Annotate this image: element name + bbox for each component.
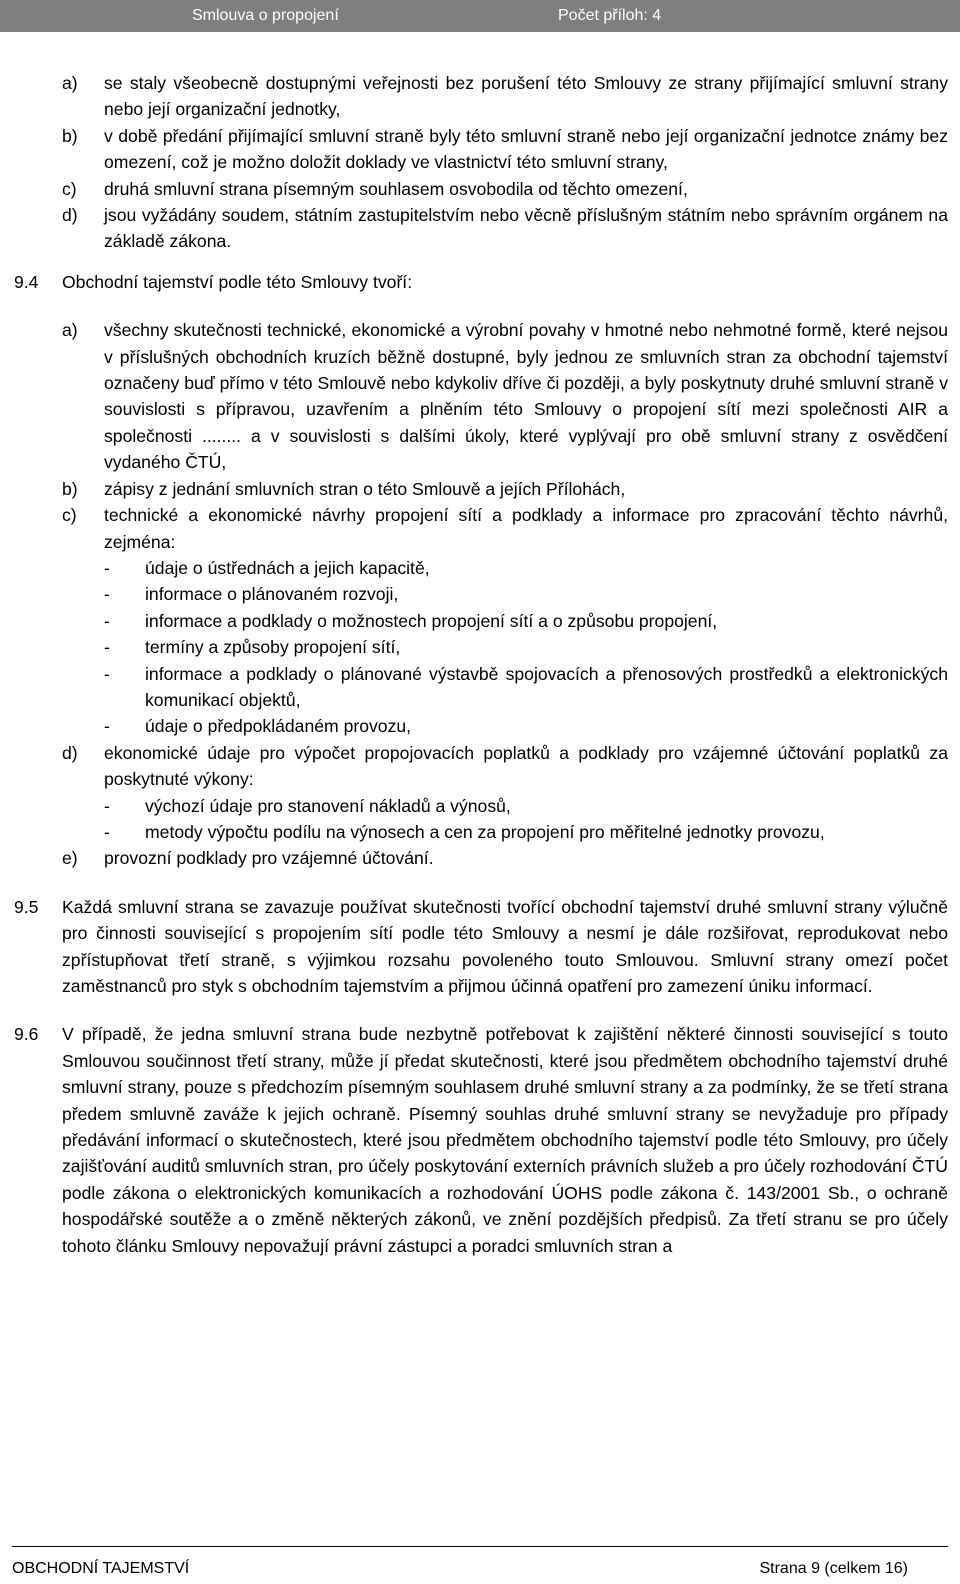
dash-marker: - bbox=[104, 610, 110, 631]
list-item bbox=[0, 845, 960, 871]
list-marker: c) bbox=[62, 178, 77, 199]
list-item bbox=[0, 740, 960, 793]
sublist-item bbox=[0, 555, 960, 581]
list-marker: b) bbox=[62, 478, 78, 499]
sublist-item-text: výchozí údaje pro stanovení nákladů a výnosů, bbox=[145, 795, 511, 816]
sublist-item bbox=[0, 661, 960, 714]
sublist-item bbox=[0, 793, 960, 819]
section-number: 9.6 bbox=[14, 1024, 39, 1045]
list-item-text: se staly všeobecně dostupnými veřejnosti bez porušení této Smlouvy ze strany přijímající smluvní strany nebo její organizační jednotky, bbox=[104, 73, 948, 120]
page-footer bbox=[0, 1546, 960, 1576]
list-item-text: v době předání přijímající smluvní straně byly této smluvní straně nebo její organizační jednotce známy bez omezení, což je možno doložit doklady ve vlastnictví této smluvní strany, bbox=[104, 125, 948, 173]
document-body bbox=[0, 70, 960, 1259]
list-item bbox=[0, 317, 960, 475]
list-item bbox=[0, 202, 960, 255]
dash-marker: - bbox=[104, 637, 110, 658]
list-item-text: všechny skutečnosti technické, ekonomické a výrobní povahy v hmotné nebo nehmotné formě, které nejsou v příslušných obchodních kruzích běžně dostupné, byly jednou ze smluvních stran za obchodní tajemství označeny buď přímo v této Smlouvě nebo kdykoliv dříve či později, a byly poskytnuty druhé smluvní straně v souvislosti s přípravou, uzavřením a plněním této Smlouvy o propojení sítí mezi společnosti AIR a společnosti ........ a v souvislosti s dalšími úkoly, které vyplývají pro obě smluvní strany z osvědčení vydaného ČTÚ, bbox=[104, 320, 948, 473]
sublist-item-text: informace a podklady o možnostech propojení sítí a o způsobu propojení, bbox=[145, 610, 718, 631]
sublist-item-text: metody výpočtu podílu na výnosech a cen za propojení pro měřitelné jednotky provozu, bbox=[145, 821, 825, 842]
section-number: 9.4 bbox=[14, 271, 39, 292]
list-item-text: technické a ekonomické návrhy propojení sítí a podklady a informace pro zpracování těchto návrhů, zejména: bbox=[104, 505, 948, 552]
list-item bbox=[0, 476, 960, 502]
list-item-text: provozní podklady pro vzájemné účtování. bbox=[104, 848, 434, 869]
list-marker: d) bbox=[62, 205, 78, 226]
section-9-4 bbox=[0, 269, 960, 295]
section-intro: Obchodní tajemství podle této Smlouvy tvoří: bbox=[62, 271, 413, 292]
sublist-item bbox=[0, 608, 960, 634]
list-item-text: jsou vyžádány soudem, státním zastupitelstvím nebo věcně příslušným státním nebo správním orgánem na základě zákona. bbox=[104, 205, 948, 252]
sublist-item bbox=[0, 713, 960, 739]
confidentiality-label: OBCHODNÍ TAJEMSTVÍ bbox=[12, 1560, 190, 1577]
dash-marker: - bbox=[104, 557, 110, 578]
dash-marker: - bbox=[104, 663, 110, 684]
sublist-d bbox=[0, 793, 960, 846]
page-number: Strana 9 (celkem 16) bbox=[759, 1560, 908, 1577]
sublist-item-text: termíny a způsoby propojení sítí, bbox=[145, 637, 401, 658]
list-item bbox=[0, 70, 960, 123]
list-item bbox=[0, 123, 960, 176]
section-text: V případě, že jedna smluvní strana bude nezbytně potřebovat k zajištění některé činnosti související s touto Smlouvou součinnost třetí strany, může jí předat skutečnosti, které jsou předmětem obchodního tajemství druhé smluvní strany, pouze s předchozím písemným souhlasem druhé smluvní strany a za podmínky, že se třetí strana předem smluvně zaváže k jejich ochraně. Písemný souhlas druhé smluvní strany se nevyžaduje pro případy předávání informací o skutečnostech, které jsou předmětem obchodního tajemství podle této Smlouvy, pro účely zajišťování auditů smluvních stran, pro účely poskytování externích právních služeb a pro účely rozhodování ČTÚ podle zákona o elektronických komunikacích a rozhodování ÚOHS podle zákona č. 143/2001 Sb., o ochraně hospodářské soutěže a o změně některých zákonů, ve znění pozdějších předpisů. Za třetí stranu se pro účely tohoto článku Smlouvy nepovažují právní zástupci a poradci smluvních stran a bbox=[62, 1024, 948, 1256]
sublist-item-text: údaje o ústřednách a jejich kapacitě, bbox=[145, 557, 430, 578]
section-9-4-list bbox=[0, 317, 960, 872]
section-9-6 bbox=[0, 1021, 960, 1259]
list-marker: d) bbox=[62, 742, 78, 763]
section-text: Každá smluvní strana se zavazuje používat skutečnosti tvořící obchodní tajemství druhé smluvní strany výlučně pro činnosti související s propojením sítí podle této Smlouvy a nesmí je dále rozšiřovat, reprodukovat nebo zpřístupňovat třetí straně, s výjimkou rozsahu povoleného touto Smlouvou. Smluvní strany omezí počet zaměstnanců pro styk s obchodním tajemstvím a přijmou účinná opatření pro zamezení úniku informací. bbox=[62, 896, 948, 996]
section-number: 9.5 bbox=[14, 896, 39, 917]
dash-marker: - bbox=[104, 795, 110, 816]
list-marker: e) bbox=[62, 848, 78, 869]
dash-marker: - bbox=[104, 584, 110, 605]
list-marker: b) bbox=[62, 125, 78, 146]
list-item-text: ekonomické údaje pro výpočet propojovacích poplatků a podklady pro vzájemné účtování poplatků za poskytnuté výkony: bbox=[104, 742, 948, 790]
sublist-item-text: informace o plánovaném rozvoji, bbox=[145, 584, 399, 605]
sublist-c bbox=[0, 555, 960, 740]
list-item bbox=[0, 176, 960, 202]
list-marker: a) bbox=[62, 73, 78, 93]
sublist-item bbox=[0, 581, 960, 607]
dash-marker: - bbox=[104, 821, 110, 842]
continued-list bbox=[0, 70, 960, 255]
section-9-5 bbox=[0, 894, 960, 1000]
list-item-text: zápisy z jednání smluvních stran o této Smlouvě a jejích Přílohách, bbox=[104, 478, 626, 499]
sublist-item bbox=[0, 634, 960, 660]
attachment-count: Počet příloh: 4 bbox=[558, 7, 662, 24]
dash-marker: - bbox=[104, 716, 110, 737]
footer-rule bbox=[12, 1546, 948, 1547]
page-header bbox=[0, 0, 960, 32]
list-item-text: druhá smluvní strana písemným souhlasem osvobodila od těchto omezení, bbox=[104, 178, 688, 199]
sublist-item-text: údaje o předpokládaném provozu, bbox=[145, 716, 412, 737]
sublist-item bbox=[0, 819, 960, 845]
list-marker: c) bbox=[62, 505, 77, 526]
sublist-item-text: informace a podklady o plánované výstavbě spojovacích a přenosových prostředků a elektronických komunikací objektů, bbox=[145, 663, 948, 710]
document-title: Smlouva o propojení bbox=[192, 7, 339, 24]
list-item bbox=[0, 502, 960, 555]
list-marker: a) bbox=[62, 320, 78, 341]
